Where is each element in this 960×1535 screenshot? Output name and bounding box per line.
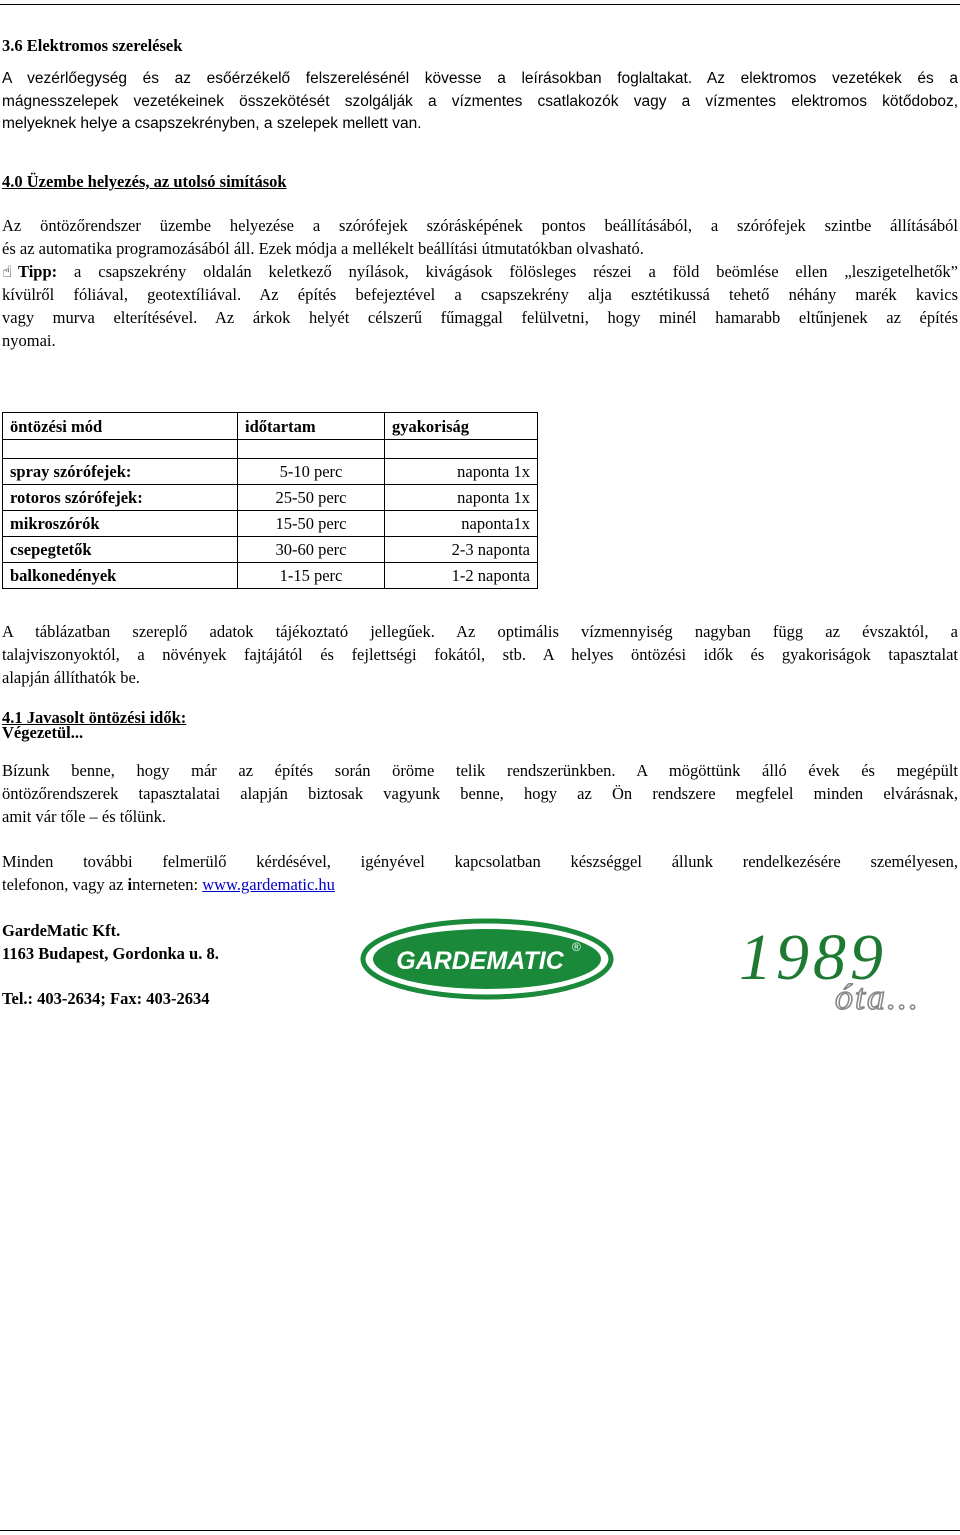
table-cell: naponta 1x: [385, 459, 538, 485]
since-word: óta...: [835, 977, 921, 1017]
website-link[interactable]: www.gardematic.hu: [202, 875, 335, 894]
table-row: [3, 459, 538, 485]
tip-label: Tipp:: [18, 262, 58, 281]
table-cell: 2-3 naponta: [385, 537, 538, 563]
table-spacer-row: [3, 440, 538, 459]
table-cell: 1-2 naponta: [385, 563, 538, 589]
section-heading-4-0: 4.0 Üzembe helyezés, az utolsó simítások: [2, 172, 287, 191]
table-cell: naponta 1x: [385, 485, 538, 511]
paragraph-line: A táblázatban szereplő adatok tájékoztató jellegűek. Az optimális vízmennyiség nagyban függ az évszaktól, a: [2, 622, 958, 641]
paragraph-line: mágnesszelepek vezetékeinek összekötését szolgálják a vízmentes csatlakozók vagy a vízmentes elektromos kötődoboz,: [2, 92, 958, 110]
table-note: [2, 620, 958, 689]
top-rule: [0, 4, 960, 5]
since-year: 1989: [739, 921, 887, 994]
table-row: [3, 537, 538, 563]
paragraph-line: alapján állíthatók be.: [2, 668, 140, 687]
company-phone: Tel.: 403-2634; Fax: 403-2634: [2, 989, 210, 1008]
paragraph-line: A vezérlőegység és az esőérzékelő felszerelésénél kövesse a leírásokban foglaltakat. Az elektromos vezetékek és a: [2, 70, 958, 87]
tip-text: a csapszekrény oldalán keletkező nyílások, kivágások fölösleges részei a föld beömlése ellen „leszigetelhetők”: [57, 262, 958, 281]
table-cell: 5-10 perc: [238, 459, 385, 485]
table-cell: balkonedények: [3, 563, 238, 589]
paragraph-setup: [2, 214, 958, 352]
table-cell: csepegtetők: [3, 537, 238, 563]
logo-text: GARDEMATIC: [396, 947, 564, 975]
table-cell: mikroszórók: [3, 511, 238, 537]
paragraph-line: talajviszonyoktól, a növények fajtájától és fejlettségi fokától, stb. A helyes öntözési idők és gyakoriságok tapasztalat: [2, 645, 958, 664]
company-address: 1163 Budapest, Gordonka u. 8.: [2, 944, 219, 963]
contact-paragraph: [2, 850, 958, 896]
table-cell: spray szórófejek:: [3, 459, 238, 485]
paragraph-line: Az öntözőrendszer üzembe helyezése a szórófejek szórásképének pontos beállításából, a szórófejek szintbe állításából: [2, 216, 958, 235]
paragraph-line: telefonon, vagy az interneten: www.gardematic.hu: [2, 875, 335, 894]
closing-heading: Végezetül...: [2, 723, 84, 742]
tip-line: [2, 260, 958, 283]
tip-line: nyomai.: [2, 331, 56, 350]
irrigation-times-table: [2, 412, 538, 589]
table-header-cell: időtartam: [238, 413, 385, 440]
table-row: [3, 511, 538, 537]
table-header-row: [3, 413, 538, 440]
company-name: GardeMatic Kft.: [2, 921, 121, 940]
bottom-rule: [0, 1530, 960, 1531]
closing-paragraph: [2, 759, 958, 828]
pointing-hand-icon: ☝: [2, 262, 13, 281]
paragraph-electrical: [2, 68, 958, 136]
tip-line: kívülről fóliával, geotextíliával. Az építés befejeztével a csapszekrény alja esztétikussá tehető néhány marék kavics: [2, 285, 958, 304]
table-header-cell: gyakoriság: [385, 413, 538, 440]
paragraph-line: Bízunk benne, hogy már az építés során öröme telik rendszerünkben. A mögöttünk álló évek és megépült: [2, 761, 958, 780]
table-cell: 30-60 perc: [238, 537, 385, 563]
table-cell: 15-50 perc: [238, 511, 385, 537]
table-row: [3, 485, 538, 511]
table-header-cell: öntözési mód: [3, 413, 238, 440]
paragraph-line: Minden további felmerülő kérdésével, igényével kapcsolatban készséggel állunk rendelkezésére személyesen,: [2, 852, 958, 871]
paragraph-line: és az automatika programozásából áll. Ezek módja a mellékelt beállítási útmutatókban olvasható.: [2, 239, 644, 258]
paragraph-line: öntözőrendszerek tapasztalatai alapján biztosak vagyunk benne, hogy az Ön rendszere megfelel minden elvárásnak,: [2, 784, 958, 803]
paragraph-line: melyeknek helye a csapszekrényben, a szelepek mellett van.: [2, 115, 422, 132]
table-cell: rotoros szórófejek:: [3, 485, 238, 511]
tip-line: vagy murva elterítésével. Az árkok helyét célszerű fűmaggal felülvetni, hogy minél hamarabb eltűnjenek az építés: [2, 308, 958, 327]
paragraph-line: amit vár tőle – és tőlünk.: [2, 807, 167, 826]
section-heading-3-6: 3.6 Elektromos szerelések: [2, 36, 183, 55]
since-1989-badge: [735, 917, 950, 1022]
table-row: [3, 563, 538, 589]
table-cell: 25-50 perc: [238, 485, 385, 511]
table-cell: naponta1x: [385, 511, 538, 537]
section-heading-4-1: 4.1 Javasolt öntözési idők:: [2, 708, 187, 727]
gardematic-logo: [360, 917, 614, 1006]
table-cell: 1-15 perc: [238, 563, 385, 589]
registered-mark: ®: [572, 940, 581, 954]
